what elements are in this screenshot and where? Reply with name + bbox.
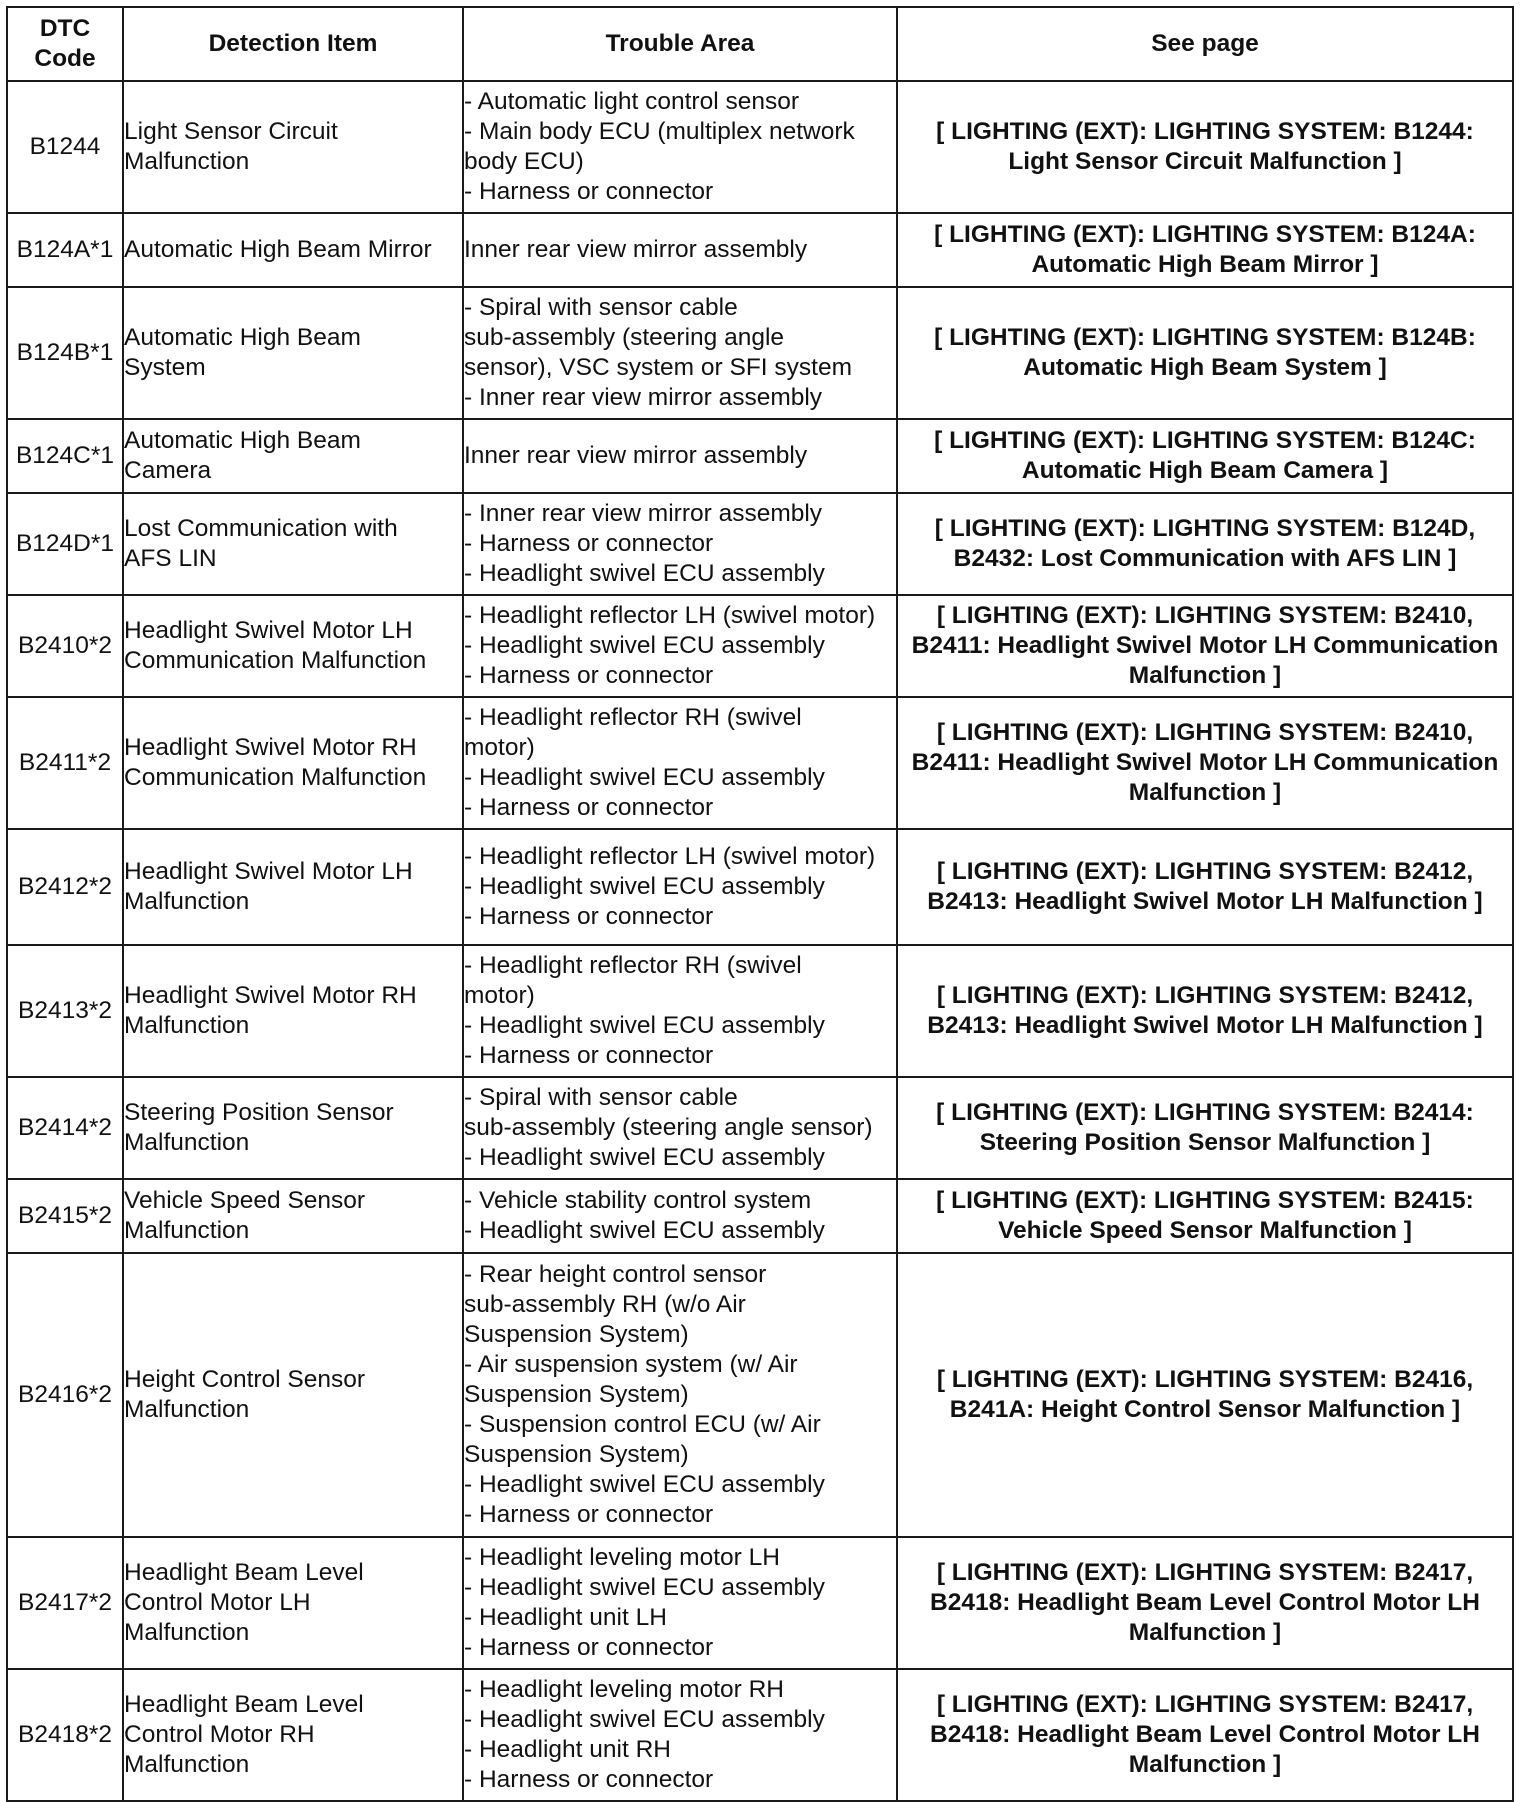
dtc-code-cell — [7, 595, 123, 697]
dtc-code: B1244 — [29, 133, 101, 160]
table-row — [7, 419, 1513, 493]
trouble-area-line: - Headlight reflector LH (swivel motor) — [464, 843, 876, 870]
detection-item-line: Steering Position Sensor — [124, 1099, 394, 1126]
detection-item-cell — [123, 1077, 463, 1179]
trouble-area-cell — [463, 81, 897, 213]
dtc-code: B2413*2 — [17, 997, 112, 1024]
detection-item-cell — [123, 1253, 463, 1537]
dtc-code-cell — [7, 1179, 123, 1253]
trouble-area-line: - Suspension control ECU (w/ Air — [464, 1411, 821, 1438]
see-page-reference-cell — [897, 493, 1513, 595]
detection-item-line: AFS LIN — [124, 545, 217, 572]
trouble-area-line: - Inner rear view mirror assembly — [464, 500, 823, 527]
see-page-reference-line: B2432: Lost Communication with AFS LIN ] — [953, 545, 1457, 572]
trouble-area-line: sub-assembly (steering angle — [464, 324, 785, 351]
see-page-reference-cell — [897, 697, 1513, 829]
trouble-area-line: - Spiral with sensor cable — [464, 1084, 738, 1111]
see-page-reference-line: Malfunction ] — [1128, 1751, 1282, 1778]
detection-item-line: Headlight Swivel Motor LH — [124, 617, 413, 644]
trouble-area-line: Suspension System) — [464, 1321, 689, 1348]
detection-item-cell — [123, 1669, 463, 1801]
see-page-reference-line: Malfunction ] — [1128, 779, 1282, 806]
dtc-code-cell — [7, 81, 123, 213]
detection-item-line: Malfunction — [124, 1012, 250, 1039]
dtc-code-cell — [7, 419, 123, 493]
trouble-area-line: - Headlight reflector LH (swivel motor) — [464, 602, 876, 629]
table-row — [7, 945, 1513, 1077]
trouble-area-cell — [463, 595, 897, 697]
header-detection-item: Detection Item — [123, 7, 463, 81]
trouble-area-line: - Harness or connector — [464, 1634, 714, 1661]
trouble-area-line: sub-assembly RH (w/o Air — [464, 1291, 746, 1318]
dtc-code-cell — [7, 1669, 123, 1801]
detection-item-cell — [123, 945, 463, 1077]
see-page-reference-line: [ LIGHTING (EXT): LIGHTING SYSTEM: B124D, — [934, 515, 1476, 542]
see-page-reference-line: [ LIGHTING (EXT): LIGHTING SYSTEM: B124C: — [934, 427, 1476, 454]
trouble-area-cell — [463, 697, 897, 829]
trouble-area-cell — [463, 945, 897, 1077]
trouble-area-line: - Vehicle stability control system — [464, 1187, 812, 1214]
see-page-reference-line: [ LIGHTING (EXT): LIGHTING SYSTEM: B2412, — [936, 858, 1474, 885]
dtc-code-cell — [7, 697, 123, 829]
see-page-reference-line: [ LIGHTING (EXT): LIGHTING SYSTEM: B2410, — [936, 602, 1474, 629]
see-page-reference-cell — [897, 945, 1513, 1077]
see-page-reference-cell — [897, 287, 1513, 419]
trouble-area-line: - Headlight reflector RH (swivel — [464, 704, 802, 731]
see-page-reference-line: B2413: Headlight Swivel Motor LH Malfunction ] — [927, 1012, 1483, 1039]
table-body — [7, 81, 1513, 1801]
see-page-reference-line: B2411: Headlight Swivel Motor LH Communication — [911, 749, 1499, 776]
see-page-reference-line: Malfunction ] — [1128, 662, 1282, 689]
see-page-reference-cell — [897, 213, 1513, 287]
trouble-area-line: - Inner rear view mirror assembly — [464, 384, 823, 411]
table-row — [7, 213, 1513, 287]
trouble-area-line: - Headlight leveling motor LH — [464, 1544, 780, 1571]
trouble-area-line: - Headlight leveling motor RH — [464, 1676, 784, 1703]
detection-item-line: Malfunction — [124, 148, 250, 175]
table-row — [7, 697, 1513, 829]
dtc-code: B2417*2 — [17, 1589, 112, 1616]
see-page-reference-line: B2413: Headlight Swivel Motor LH Malfunction ] — [927, 888, 1483, 915]
dtc-code: B2418*2 — [17, 1721, 112, 1748]
trouble-area-cell — [463, 1669, 897, 1801]
dtc-code: B124B*1 — [16, 339, 114, 366]
trouble-area-line: - Harness or connector — [464, 1766, 714, 1793]
trouble-area-line: - Headlight unit RH — [464, 1736, 671, 1763]
trouble-area-line: - Spiral with sensor cable — [464, 294, 738, 321]
see-page-reference-line: B2418: Headlight Beam Level Control Motor LH — [930, 1721, 1480, 1748]
detection-item-line: Control Motor RH — [124, 1721, 315, 1748]
see-page-reference-cell — [897, 81, 1513, 213]
detection-item-cell — [123, 1179, 463, 1253]
trouble-area-line: - Headlight unit LH — [464, 1604, 667, 1631]
trouble-area-line: - Headlight swivel ECU assembly — [464, 560, 825, 587]
dtc-code: B124C*1 — [15, 442, 115, 469]
table-row — [7, 493, 1513, 595]
trouble-area-line: - Headlight swivel ECU assembly — [464, 632, 825, 659]
dtc-code-cell — [7, 287, 123, 419]
dtc-code-cell — [7, 493, 123, 595]
trouble-area-line: - Headlight swivel ECU assembly — [464, 873, 825, 900]
header-row — [7, 7, 1513, 81]
detection-item-cell — [123, 829, 463, 945]
see-page-reference-line: [ LIGHTING (EXT): LIGHTING SYSTEM: B2416, — [936, 1366, 1474, 1393]
detection-item-line: Automatic High Beam — [124, 427, 361, 454]
dtc-code-cell — [7, 213, 123, 287]
trouble-area-line: - Headlight swivel ECU assembly — [464, 1706, 825, 1733]
dtc-code: B2411*2 — [18, 749, 112, 776]
table-row — [7, 595, 1513, 697]
trouble-area-line: - Headlight reflector RH (swivel — [464, 952, 802, 979]
detection-item-line: Vehicle Speed Sensor — [124, 1187, 366, 1214]
trouble-area-line: - Rear height control sensor — [464, 1261, 767, 1288]
detection-item-line: Headlight Swivel Motor RH — [124, 982, 417, 1009]
detection-item-line: Malfunction — [124, 1129, 250, 1156]
dtc-code-cell — [7, 829, 123, 945]
trouble-area-line: body ECU) — [464, 148, 584, 175]
see-page-reference-line: [ LIGHTING (EXT): LIGHTING SYSTEM: B2414: — [936, 1099, 1474, 1126]
trouble-area-line: - Headlight swivel ECU assembly — [464, 764, 825, 791]
trouble-area-line: - Headlight swivel ECU assembly — [464, 1012, 825, 1039]
see-page-reference-line: B2418: Headlight Beam Level Control Motor LH — [930, 1589, 1480, 1616]
see-page-reference-cell — [897, 1179, 1513, 1253]
detection-item-line: Height Control Sensor — [124, 1366, 366, 1393]
trouble-area-line: motor) — [464, 734, 535, 761]
detection-item-cell — [123, 697, 463, 829]
trouble-area-cell — [463, 213, 897, 287]
detection-item-line: Control Motor LH — [124, 1589, 311, 1616]
table-row — [7, 829, 1513, 945]
dtc-code: B2414*2 — [17, 1114, 112, 1141]
trouble-area-line: - Headlight swivel ECU assembly — [464, 1471, 825, 1498]
trouble-area-line: - Harness or connector — [464, 1042, 714, 1069]
dtc-code-cell — [7, 1253, 123, 1537]
table-row — [7, 1537, 1513, 1669]
table-row — [7, 287, 1513, 419]
detection-item-cell — [123, 81, 463, 213]
detection-item-cell — [123, 213, 463, 287]
trouble-area-line: - Automatic light control sensor — [464, 88, 799, 115]
trouble-area-cell — [463, 1179, 897, 1253]
trouble-area-cell — [463, 1077, 897, 1179]
see-page-reference-line: Light Sensor Circuit Malfunction ] — [1008, 148, 1402, 175]
detection-item-line: Light Sensor Circuit — [124, 118, 338, 145]
trouble-area-line: motor) — [464, 982, 535, 1009]
trouble-area-line: - Headlight swivel ECU assembly — [464, 1217, 825, 1244]
table-row — [7, 1253, 1513, 1537]
detection-item-line: System — [124, 354, 206, 381]
table-row — [7, 1669, 1513, 1801]
header-dtc-code: DTC Code — [7, 7, 123, 81]
see-page-reference-line: [ LIGHTING (EXT): LIGHTING SYSTEM: B1244: — [936, 118, 1474, 145]
detection-item-cell — [123, 419, 463, 493]
trouble-area-line: sensor), VSC system or SFI system — [464, 354, 852, 381]
trouble-area-line: - Main body ECU (multiplex network — [464, 118, 855, 145]
see-page-reference-line: B241A: Height Control Sensor Malfunction ] — [949, 1396, 1461, 1423]
detection-item-line: Malfunction — [124, 1396, 250, 1423]
dtc-code: B2412*2 — [17, 873, 112, 900]
see-page-reference-cell — [897, 1253, 1513, 1537]
see-page-reference-cell — [897, 419, 1513, 493]
detection-item-line: Malfunction — [124, 888, 250, 915]
trouble-area-line: - Harness or connector — [464, 1501, 714, 1528]
see-page-reference-line: Automatic High Beam Mirror ] — [1031, 251, 1379, 278]
see-page-reference-line: [ LIGHTING (EXT): LIGHTING SYSTEM: B124B: — [934, 324, 1476, 351]
detection-item-line: Lost Communication with — [124, 515, 398, 542]
dtc-table — [6, 6, 1514, 1802]
trouble-area-line: - Harness or connector — [464, 903, 714, 930]
detection-item-line: Communication Malfunction — [124, 647, 427, 674]
see-page-reference-cell — [897, 595, 1513, 697]
trouble-area-cell — [463, 1537, 897, 1669]
trouble-area-cell — [463, 829, 897, 945]
see-page-reference-line: [ LIGHTING (EXT): LIGHTING SYSTEM: B2415: — [936, 1187, 1474, 1214]
header-trouble-area: Trouble Area — [463, 7, 897, 81]
trouble-area-cell — [463, 419, 897, 493]
see-page-reference-line: [ LIGHTING (EXT): LIGHTING SYSTEM: B2410, — [936, 719, 1474, 746]
detection-item-line: Malfunction — [124, 1751, 250, 1778]
see-page-reference-line: Automatic High Beam Camera ] — [1021, 457, 1389, 484]
see-page-reference-cell — [897, 829, 1513, 945]
dtc-code: B2410*2 — [17, 632, 112, 659]
detection-item-cell — [123, 1537, 463, 1669]
trouble-area-line: - Harness or connector — [464, 178, 714, 205]
see-page-reference-cell — [897, 1669, 1513, 1801]
detection-item-line: Headlight Beam Level — [124, 1559, 364, 1586]
trouble-area-line: Inner rear view mirror assembly — [464, 442, 808, 469]
trouble-area-line: Suspension System) — [464, 1381, 689, 1408]
detection-item-cell — [123, 595, 463, 697]
see-page-reference-line: B2411: Headlight Swivel Motor LH Communication — [911, 632, 1499, 659]
trouble-area-line: - Headlight swivel ECU assembly — [464, 1144, 825, 1171]
trouble-area-cell — [463, 287, 897, 419]
see-page-reference-line: [ LIGHTING (EXT): LIGHTING SYSTEM: B2417, — [936, 1691, 1474, 1718]
detection-item-line: Camera — [124, 457, 212, 484]
see-page-reference-line: Malfunction ] — [1128, 1619, 1282, 1646]
dtc-code-cell — [7, 1077, 123, 1179]
trouble-area-line: - Headlight swivel ECU assembly — [464, 1574, 825, 1601]
trouble-area-line: - Harness or connector — [464, 794, 714, 821]
see-page-reference-line: Automatic High Beam System ] — [1023, 354, 1387, 381]
detection-item-line: Headlight Beam Level — [124, 1691, 364, 1718]
detection-item-cell — [123, 493, 463, 595]
see-page-reference-cell — [897, 1077, 1513, 1179]
trouble-area-cell — [463, 493, 897, 595]
detection-item-line: Malfunction — [124, 1619, 250, 1646]
dtc-code: B124D*1 — [15, 530, 115, 557]
detection-item-cell — [123, 287, 463, 419]
see-page-reference-line: [ LIGHTING (EXT): LIGHTING SYSTEM: B2412, — [936, 982, 1474, 1009]
dtc-code: B2415*2 — [17, 1202, 112, 1229]
trouble-area-line: - Harness or connector — [464, 662, 714, 689]
table-row — [7, 81, 1513, 213]
detection-item-line: Malfunction — [124, 1217, 250, 1244]
see-page-reference-line: [ LIGHTING (EXT): LIGHTING SYSTEM: B124A: — [934, 221, 1476, 248]
table-header — [7, 7, 1513, 81]
detection-item-line: Headlight Swivel Motor RH — [124, 734, 417, 761]
trouble-area-line: - Harness or connector — [464, 530, 714, 557]
detection-item-line: Automatic High Beam Mirror — [124, 236, 432, 263]
see-page-reference-cell — [897, 1537, 1513, 1669]
table-row — [7, 1077, 1513, 1179]
trouble-area-cell — [463, 1253, 897, 1537]
see-page-reference-line: Vehicle Speed Sensor Malfunction ] — [998, 1217, 1412, 1244]
trouble-area-line: sub-assembly (steering angle sensor) — [464, 1114, 873, 1141]
dtc-code-cell — [7, 945, 123, 1077]
see-page-reference-line: Steering Position Sensor Malfunction ] — [979, 1129, 1431, 1156]
detection-item-line: Communication Malfunction — [124, 764, 427, 791]
trouble-area-line: Suspension System) — [464, 1441, 689, 1468]
dtc-code: B124A*1 — [16, 236, 114, 263]
trouble-area-line: - Air suspension system (w/ Air — [464, 1351, 798, 1378]
trouble-area-line: Inner rear view mirror assembly — [464, 236, 808, 263]
table-row — [7, 1179, 1513, 1253]
detection-item-line: Headlight Swivel Motor LH — [124, 858, 413, 885]
detection-item-line: Automatic High Beam — [124, 324, 361, 351]
dtc-code-cell — [7, 1537, 123, 1669]
header-see-page: See page — [897, 7, 1513, 81]
dtc-code: B2416*2 — [17, 1381, 112, 1408]
see-page-reference-line: [ LIGHTING (EXT): LIGHTING SYSTEM: B2417, — [936, 1559, 1474, 1586]
